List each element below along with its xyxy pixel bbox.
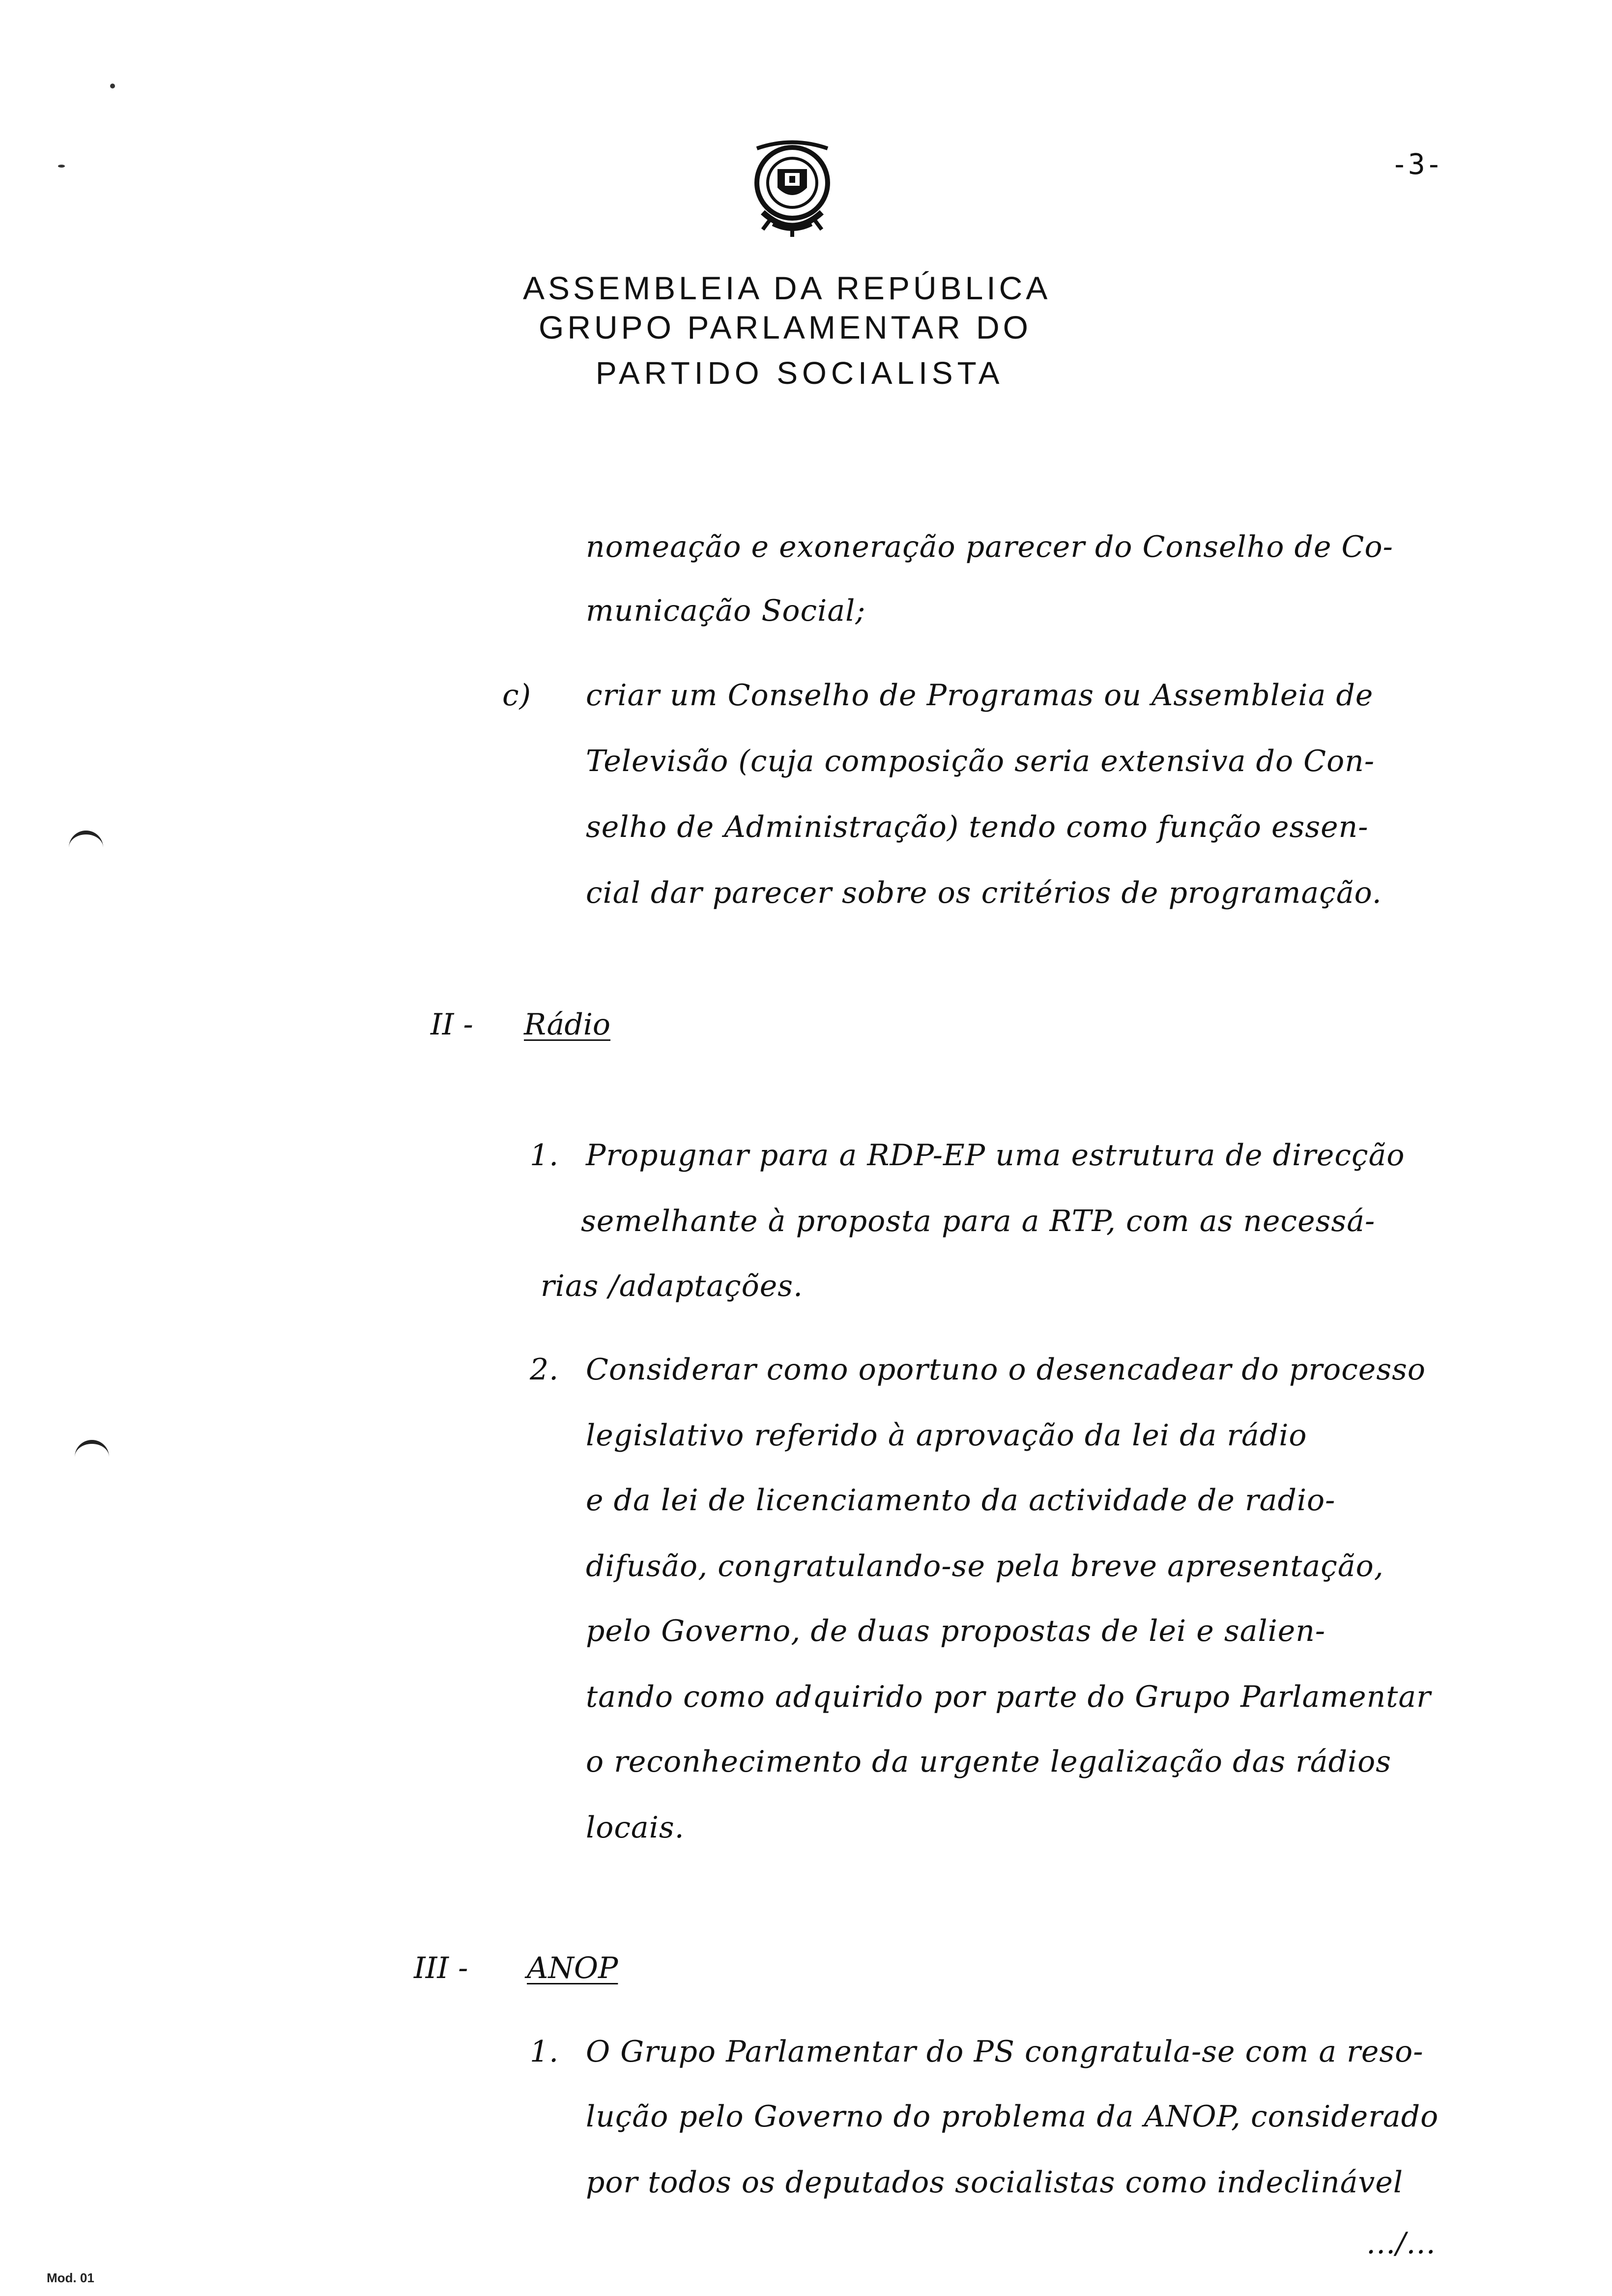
body-line: Televisão (cuja composição seria extensiva do Con- [586,744,1375,778]
body-line: municação Social; [586,594,866,628]
body-line: difusão, congratulando-se pela breve apresentação, [586,1549,1384,1583]
header-assembly-name: ASSEMBLEIA DA REPÚBLICA [523,270,1051,306]
body-line: legislativo referido à aprovação da lei da rádio [586,1418,1307,1453]
body-line: cial dar parecer sobre os critérios de programação. [586,876,1382,910]
body-line: o reconhecimento da urgente legalização das rádios [586,1745,1392,1779]
body-line: lução pelo Governo do problema da ANOP, considerado [586,2099,1439,2134]
coat-of-arms-emblem [743,139,841,242]
body-line: criar um Conselho de Programas ou Assembleia de [586,678,1374,713]
body-line: por todos os deputados socialistas como indeclinável [586,2165,1404,2200]
item-number: 2. [530,1352,559,1387]
item-number: 1. [530,2035,559,2069]
body-line: rias /adaptações. [541,1269,804,1303]
item-label-c: c) [502,678,532,713]
scan-speck [110,84,115,88]
punch-hole-mark [75,1440,109,1464]
body-line: semelhante à proposta para a RTP, com as necessá- [581,1204,1376,1238]
body-line: nomeação e exoneração parecer do Conselho de Co- [586,530,1393,564]
body-line: locais. [586,1810,685,1845]
body-line: e da lei de licenciamento da actividade de radio- [586,1483,1336,1518]
form-code: Mod. 01 [47,2270,94,2285]
section-title: ANOP [527,1951,618,1985]
section-numeral: II - [431,1007,473,1042]
continuation-marker: .../... [1366,2226,1436,2261]
punch-hole-mark [69,831,103,854]
body-line: O Grupo Parlamentar do PS congratula-se com a reso- [586,2035,1424,2069]
header-group-name: GRUPO PARLAMENTAR DO [539,309,1032,345]
body-line: selho de Administração) tendo como função essen- [586,810,1369,844]
page-number: -3- [1391,147,1442,181]
body-line: tando como adquirido por parte do Grupo Parlamentar [586,1680,1431,1714]
scan-speck [58,165,65,168]
section-numeral: III - [414,1951,468,1985]
section-title: Rádio [524,1007,611,1042]
item-number: 1. [530,1138,559,1173]
body-line: pelo Governo, de duas propostas de lei e salien- [586,1614,1326,1648]
body-line: Propugnar para a RDP-EP uma estrutura de direcção [586,1138,1405,1173]
header-party-name: PARTIDO SOCIALISTA [596,355,1004,391]
body-line: Considerar como oportuno o desencadear do processo [586,1352,1426,1387]
